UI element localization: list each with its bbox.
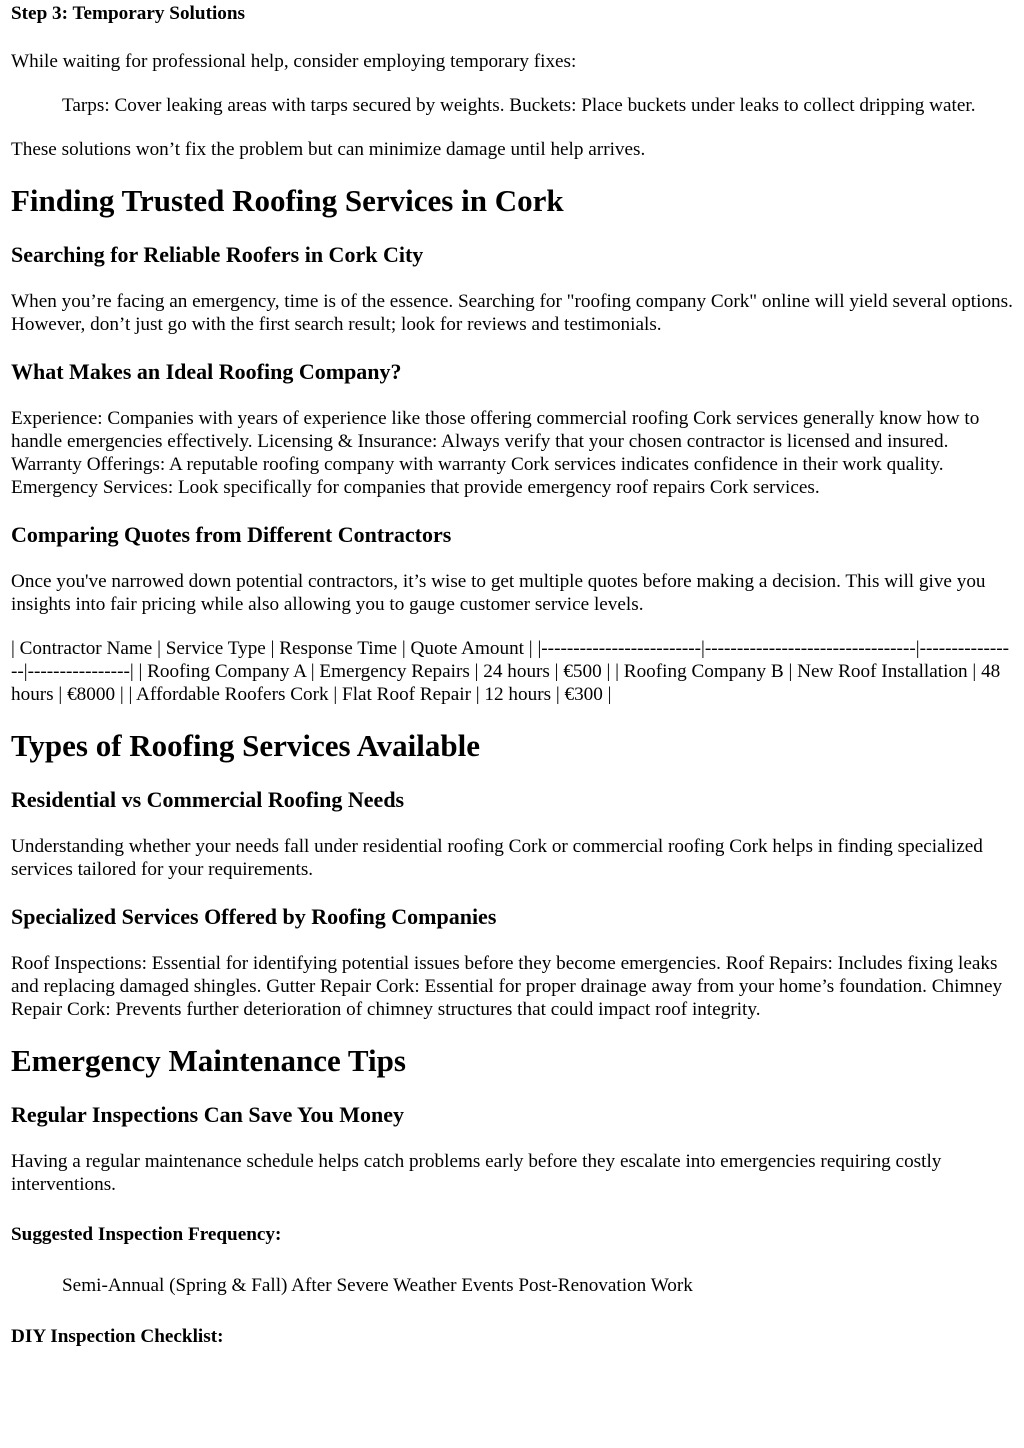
ideal-company-heading: What Makes an Ideal Roofing Company? [11, 359, 402, 384]
ideal-company-text: Experience: Companies with years of experience like those offering commercial roofing Cork services generally know how to handle emergencies effectively. Licensing & Insurance: Always verify that your chosen contractor is licensed and insured. Warranty Offerings: A reputable roofing company with warranty Cork services indicates confidence in their work quality. Emergency Services: Look specifically for companies that provide emergency roof repairs Cork services. [11, 408, 980, 498]
finding-roofing-heading: Finding Trusted Roofing Services in Cork [11, 183, 564, 218]
temporary-fixes-outro: These solutions won’t fix the problem but can minimize damage until help arrives. [11, 139, 646, 160]
inspection-frequency-heading: Suggested Inspection Frequency: [11, 1224, 282, 1245]
specialized-services-heading: Specialized Services Offered by Roofing Companies [11, 904, 497, 929]
regular-inspections-text: Having a regular maintenance schedule helps catch problems early before they escalate into emergencies requiring costly interventions. [11, 1151, 942, 1195]
emergency-maintenance-heading: Emergency Maintenance Tips [11, 1043, 406, 1078]
comparing-quotes-heading: Comparing Quotes from Different Contractors [11, 522, 452, 547]
inspection-frequency-list: Semi-Annual (Spring & Fall) After Severe Weather Events Post-Renovation Work [62, 1275, 693, 1296]
regular-inspections-heading: Regular Inspections Can Save You Money [11, 1102, 404, 1127]
searching-roofers-text: When you’re facing an emergency, time is of the essence. Searching for "roofing company Cork" online will yield several options. However, don’t just go with the first search result; look for reviews and testimonials. [11, 291, 1013, 335]
article-body [0, 2, 1024, 1348]
temporary-fixes-intro: While waiting for professional help, consider employing temporary fixes: [11, 51, 577, 72]
specialized-services-text: Roof Inspections: Essential for identifying potential issues before they become emergencies. Roof Repairs: Includes fixing leaks and replacing damaged shingles. Gutter Repair Cork: Essential for proper drainage away from your home’s foundation. Chimney Repair Cork: Prevents further deterioration of chimney structures that could impact roof integrity. [11, 953, 1003, 1020]
searching-roofers-heading: Searching for Reliable Roofers in Cork City [11, 242, 424, 267]
quotes-table-text: | Contractor Name | Service Type | Response Time | Quote Amount | |-------------------------|---------------------------------|----------------|----------------| | Roofing Company A | Emergency Repairs | 24 hours | €500 | | Roofing Company B | New Roof Installation | 48 hours | €8000 | | Affordable Roofers Cork | Flat Roof Repair | 12 hours | €300 | [11, 638, 1010, 705]
types-of-services-heading: Types of Roofing Services Available [11, 728, 480, 763]
residential-vs-commercial-text: Understanding whether your needs fall under residential roofing Cork or commercial roofing Cork helps in finding specialized services tailored for your requirements. [11, 836, 983, 880]
step3-heading: Step 3: Temporary Solutions [11, 3, 246, 24]
temporary-fixes-list: Tarps: Cover leaking areas with tarps secured by weights. Buckets: Place buckets under leaks to collect dripping water. [62, 95, 976, 116]
comparing-quotes-text: Once you've narrowed down potential contractors, it’s wise to get multiple quotes before making a decision. This will give you insights into fair pricing while also allowing you to gauge customer service levels. [11, 571, 986, 615]
diy-checklist-heading: DIY Inspection Checklist: [11, 1326, 224, 1347]
residential-vs-commercial-heading: Residential vs Commercial Roofing Needs [11, 787, 405, 812]
